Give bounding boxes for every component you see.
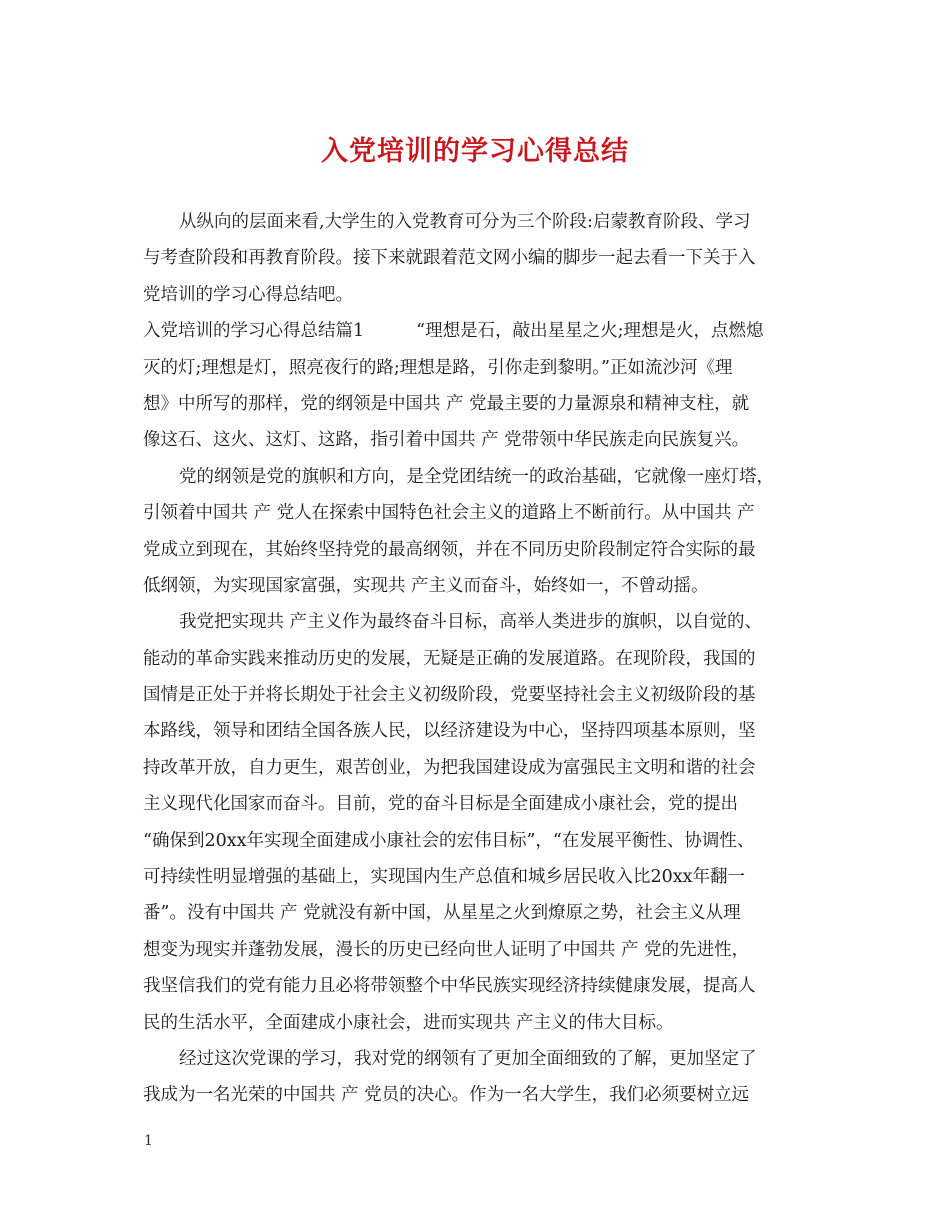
text-line: 本路线，领导和团结全国各族人民，以经济建设为中心，坚持四项基本原则，坚 (143, 721, 756, 742)
text-line: 像这石、这火、这灯、这路，指引着中国共 产 党带领中华民族走向民族复兴。 (143, 430, 750, 451)
text-line: 持改革开放，自力更生，艰苦创业，为把我国建设成为富强民主文明和谐的社会 (143, 757, 756, 778)
section-heading: 入党培训的学习心得总结篇1 (143, 321, 365, 342)
text-line: 灭的灯;理想是灯，照亮夜行的路;理想是路，引你走到黎明。”正如流沙河《理 (143, 357, 733, 378)
text-line: 我成为一名光荣的中国共 产 党员的决心。作为一名大学生，我们必须要树立远 (143, 1085, 750, 1106)
text-line: 想》中所写的那样，党的纲领是中国共 产 党最主要的力量源泉和精神支柱，就 (143, 393, 750, 414)
text-line: 可持续性明显增强的基础上，实现国内生产总值和城乡居民收入比20xx年翻一 (143, 867, 746, 888)
text-line: “确保到20xx年实现全面建成小康社会的宏伟目标”，“在发展平衡性、协调性、 (143, 830, 755, 851)
text-line: 能动的革命实践来推动历史的发展，无疑是正确的发展道路。在现阶段，我国的 (143, 648, 756, 669)
page-number: 1 (144, 1133, 153, 1149)
text-line-with-heading (143, 313, 823, 349)
text-line: 党的纲领是党的旗帜和方向，是全党团结统一的政治基础，它就像一座灯塔， (179, 466, 774, 487)
text-line: 我坚信我们的党有能力且必将带领整个中华民族实现经济持续健康发展，提高人 (143, 976, 756, 997)
text-line: 主义现代化国家而奋斗。目前，党的奋斗目标是全面建成小康社会，党的提出 (143, 794, 738, 815)
text-line: 番”。没有中国共 产 党就没有新中国，从星星之火到燎原之势，社会主义从理 (143, 903, 741, 924)
text-segment: “理想是石，敲出星星之火;理想是火，点燃熄 (416, 321, 764, 342)
text-line: 引领着中国共 产 党人在探索中国特色社会主义的道路上不断前行。从中国共 产 (143, 503, 755, 524)
text-line: 民的生活水平，全面建成小康社会，进而实现共 产主义的伟大目标。 (143, 1012, 674, 1033)
text-line: 党成立到现在，其始终坚持党的最高纲领，并在不同历史阶段制定符合实际的最 (143, 539, 756, 560)
text-line: 从纵向的层面来看,大学生的入党教育可分为三个阶段:启蒙教育阶段、学习 (179, 212, 751, 232)
text-line: 国情是正处于并将长期处于社会主义初级阶段，党要坚持社会主义初级阶段的基 (143, 685, 756, 706)
text-line: 党培训的学习心得总结吧。 (143, 284, 353, 305)
text-line: 我党把实现共 产主义作为最终奋斗目标，高举人类进步的旗帜，以自觉的、 (179, 612, 763, 633)
document-body (143, 204, 823, 1114)
text-line: 想变为现实并蓬勃发展，漫长的历史已经向世人证明了中国共 产 党的先进性， (143, 939, 750, 960)
text-line: 低纲领，为实现国家富强，实现共 产主义而奋斗，始终如一，不曾动摇。 (143, 575, 709, 596)
text-line: 与考查阶段和再教育阶段。接下来就跟着范文网小编的脚步一起去看一下关于入 (143, 248, 756, 269)
text-line: 经过这次党课的学习，我对党的纲领有了更加全面细致的了解，更加坚定了 (179, 1048, 757, 1069)
document-title: 入党培训的学习心得总结 (321, 136, 629, 167)
